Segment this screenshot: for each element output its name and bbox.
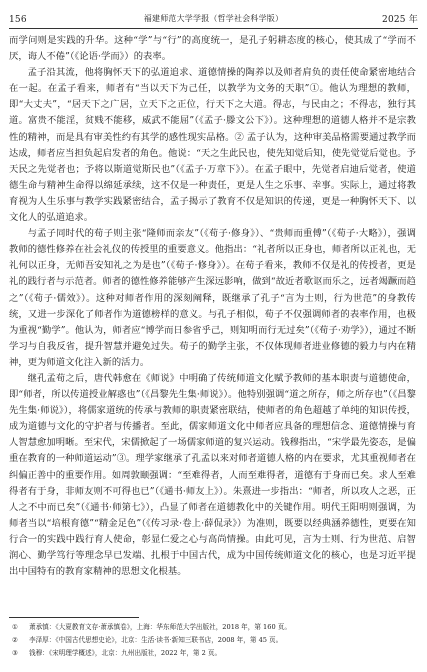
publication-year: 2025 年 [382, 15, 418, 25]
body-paragraph: 继孔孟荀之后，唐代韩愈在《师说》中明确了传统师道文化赋予教师的基本职责与道德使命，即“师者，所以传道授业解惑也”（《昌黎先生集·师说》）。他特别强调“道之所存，师之所存也”（《昌黎先生集·师说》），将儒家道统的传承与教师的职责紧密联结，使师者的角色超越了单纯的知识传授，成为道德与文化的守护者与传播者。至此，儒家师道文化中师者应具备的理想信念、道德情操与育人智慧愈加明晰。至宋代，宋儒掀起了一场儒家师道的复兴运动。钱穆指出，“宋学最先姿态，是偏重在教育的一种师道运动”③。理学家继承了孔孟以来对师者道德人格的内在要求，尤其重视师者在纠偏正善中的重要作用。如周敦颐强调：“至难得者，人而至难得者，道德有于身而已矣。求人至难得者有于身，非师友则不可得也已”（《通书·师友上》）。朱熹进一步指出：“师者，所以攻人之恶，正人之不中而已矣”（《通书·师第七》），凸显了师者在道德教化中的关键作用。明代王阳明则强调，为师者当以“培根育德”“精金足色”（《传习录·卷上·薛侃录》）为准则，既要以经典涵养德性，更要在知行合一的实践中践行育人使命，彰显仁爱之心与高尚情操。由此可见，言为士则、行为世范、启智润心、勤学笃行等理念早已发端、扎根于中国古代，成为中国传统师道文化的核心，也是习近平提出中国特有的教育家精神的思想文化根基。 [9, 372, 416, 578]
body-paragraph: 而学问则是实践的升华。这种“学”与“行”的高度统一，是孔子躬耕态度的核心，使其成了“学而不厌，诲人不倦”（《论语·学而》）的表率。 [9, 35, 416, 63]
body-paragraph: 与孟子同时代的荀子则主张“隆师而亲友”（《荀子·修身》）、“贵师而重傅”（《荀子·大略》），强调教师的德性修养在社会礼仪的传授里的重要意义。他指出：“礼者所以正身也，师者所以正礼也，无礼何以正身，无师吾安知礼之为是也”（《荀子·修身》）。在荀子看来，教师不仅是礼的传授者，更是礼的践行者与示范者。师者的德性修养能够产生深远影响，做到“故近者歌讴而乐之，远者竭蹶而趋之”（《荀子·儒效》）。这种对师者作用的深刻阐释，既继承了孔子“言为士则，行为世范”的身教传统，又进一步深化了师者作为道德榜样的意义。与孔子相似，荀子不仅强调师者的表率作用，也极为重视“勤学”。他认为，师者应“博学而日参省乎己，则知明而行无过矣”（《荀子·劝学》），通过不断学习与自我反省，提升智慧并避免过失。荀子的勤学主张，不仅体现师者进业修德的毅力与内在精神，更为师道文化注入新的活力。 [9, 228, 416, 368]
footnotes [9, 621, 416, 661]
article-body [9, 33, 416, 580]
footnote-text: 萧承慎：《大夏教育文存·萧承慎卷》，上海：华东师范大学出版社，2018 年，第 160 页。 [29, 623, 291, 631]
footnote-marker: ① [12, 623, 18, 631]
footnote [9, 621, 416, 634]
running-header [9, 10, 418, 26]
footnote [9, 634, 416, 647]
footnote-marker: ② [12, 636, 18, 645]
page-number: 156 [9, 15, 27, 25]
footnote-text: 钱穆：《宋明理学概述》，北京：九州出版社，2022 年，第 2 页。 [29, 649, 222, 658]
footnote-marker: ③ [12, 649, 18, 658]
header-divider [9, 28, 418, 29]
footnote-divider [9, 617, 139, 618]
footnote-text: 李泽厚：《中国古代思想史论》，北京：生活·读书·新知三联书店，2008 年，第 45 页。 [29, 636, 283, 645]
footnote [9, 647, 416, 660]
body-paragraph: 孟子沿其流，他将胸怀天下的弘道追求、道德情操的陶养以及师者肩负的责任使命紧密地结合在一起。在孟子看来，师者有“当以天下为己任，以教学为文务的天职”①。他认为理想的教师，即“大丈夫”，“居天下之广居，立天下之正位，行天下之大道。得志，与民由之；不得志，独行其道。富贵不能淫，贫贱不能移，威武不能屈”（《孟子·滕文公下》）。这种理想的道德人格并不是宗教性的精神，而是具有审美性约有其学的感性现实品格。② 孟子认为，这种审美品格需要通过教学而达成，师者应当担负起启发者的角色。他说：“天之生此民也，使先知觉后知，使先觉觉后觉也。予天民之先觉者也；予将以斯道觉斯民也”（《孟子·万章下》）。在孟子眼中，先觉者启迪后觉者，使道德生命与精神生命得以绵延承续，这不仅是一种责任，更是人生之乐事、幸事。实际上，通过将教育视为人生乐事与教学实践紧密结合，孟子揭示了教育不仅是知识的传递，更是一种胸怀天下、以文化人的弘道追求。 [9, 67, 416, 224]
journal-title: 福建师范大学学报（哲学社会科学版） [143, 14, 284, 23]
